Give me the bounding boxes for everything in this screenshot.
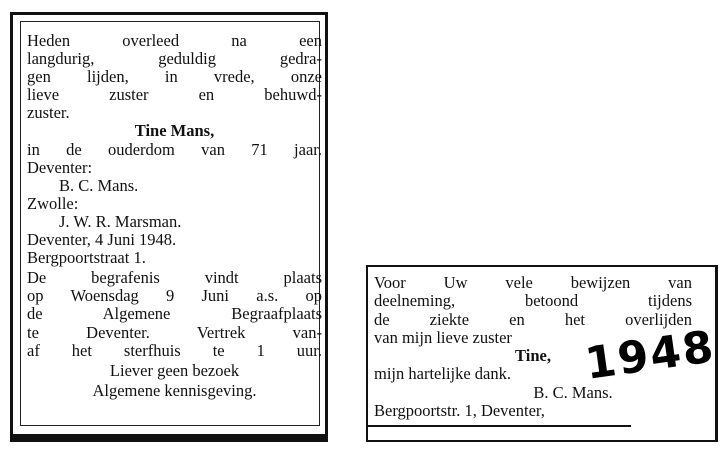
funeral-line: De begrafenis vindt plaats [27, 268, 322, 288]
death-notice-text [27, 32, 322, 400]
thanks-line: de ziekte en het overlijden [374, 309, 692, 329]
deceased-name: Tine Mans, [134, 121, 215, 141]
funeral-line: te Deventer. Vertrek van- [27, 322, 322, 342]
thanks-name: Tine, [515, 346, 551, 366]
thanks-address: Bergpoortstr. 1, Deventer, [374, 401, 545, 421]
no-visit-request: Liever geen bezoek [109, 360, 240, 380]
thanks-line: Voor Uw vele bewijzen van [374, 273, 692, 292]
funeral-line: op Woensdag 9 Juni a.s. op [27, 286, 322, 306]
funeral-line: de Algemene Begraafplaats [27, 304, 322, 324]
intro-line: gen lijden, in vrede, onze [27, 67, 322, 87]
relative-bc-mans: B. C. Mans. [59, 175, 139, 195]
address-line: Bergpoortstraat 1. [27, 248, 146, 268]
thanks-message: mijn hartelijke dank. [374, 364, 512, 384]
place-deventer: Deventer: [27, 157, 93, 177]
funeral-last-line: af het sterfhuis te 1 uur. [27, 340, 322, 360]
relative-marsman: J. W. R. Marsman. [59, 211, 182, 231]
handwritten-year: 1948 [582, 321, 719, 390]
intro-line: Heden overleed na een [27, 31, 322, 50]
death-notice [10, 12, 328, 442]
notice-type: Algemene kennisgeving. [92, 380, 257, 400]
thanks-last-line: van mijn lieve zuster [374, 327, 512, 347]
age-line: in de ouderdom van 71 jaar. [27, 139, 322, 159]
thanks-line: deelneming, betoond tijdens [374, 291, 692, 311]
intro-last-line: zuster. [27, 103, 70, 123]
address-underline [366, 425, 631, 427]
place-zwolle: Zwolle: [27, 193, 79, 213]
intro-line: langdurig, geduldig gedra- [27, 49, 322, 69]
intro-line: lieve zuster en behuwd- [27, 85, 322, 105]
thanks-signature: B. C. Mans. [533, 382, 613, 402]
date-line: Deventer, 4 Juni 1948. [27, 230, 177, 250]
